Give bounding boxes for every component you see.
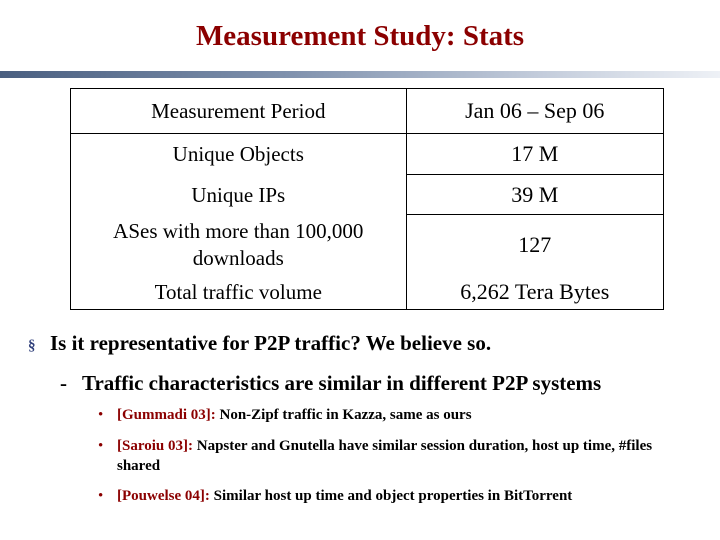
bullet-level3 [98,486,698,506]
row-value: Jan 06 – Sep 06 [406,89,663,134]
citation: [Gummadi 03]: [117,407,216,423]
row-label: Unique Objects [71,134,407,175]
row-value: 127 [406,215,663,276]
row-label: Measurement Period [71,89,407,134]
bullet-level2 [60,371,601,396]
stats-table [70,88,664,310]
bullet-level1 [28,331,491,356]
bullet-text: Is it representative for P2P traffic? We believe so. [50,331,492,355]
title-divider [0,71,720,78]
bullet-level3 [98,436,698,476]
row-label: Total traffic volume [71,275,407,310]
table-row [71,134,664,175]
bullet-text: Non-Zipf traffic in Kazza, same as ours [219,407,472,423]
row-value: 6,262 Tera Bytes [406,275,663,310]
row-value: 39 M [406,175,663,215]
table-row [71,89,664,134]
table-row [71,175,664,215]
bullet-text: Traffic characteristics are similar in different P2P systems [82,371,602,395]
row-label: Unique IPs [71,175,407,215]
slide-title: Measurement Study: Stats [195,20,525,52]
dot-bullet-icon: • [98,488,104,504]
table-row [71,275,664,310]
citation: [Pouwelse 04]: [117,488,210,504]
table-row [71,215,664,276]
bullet-level3 [98,405,698,425]
bullet-text: Napster and Gnutella have similar session duration, host up time, #files shared [117,438,653,474]
dot-bullet-icon: • [98,438,104,454]
dash-bullet-icon: - [60,371,67,395]
bullet-text: Similar host up time and object properties in BitTorrent [213,488,573,504]
section-bullet-icon: § [28,338,36,354]
dot-bullet-icon: • [98,407,104,423]
row-value: 17 M [406,134,663,175]
citation: [Saroiu 03]: [117,438,193,454]
row-label: ASes with more than 100,000 downloads [71,215,407,276]
